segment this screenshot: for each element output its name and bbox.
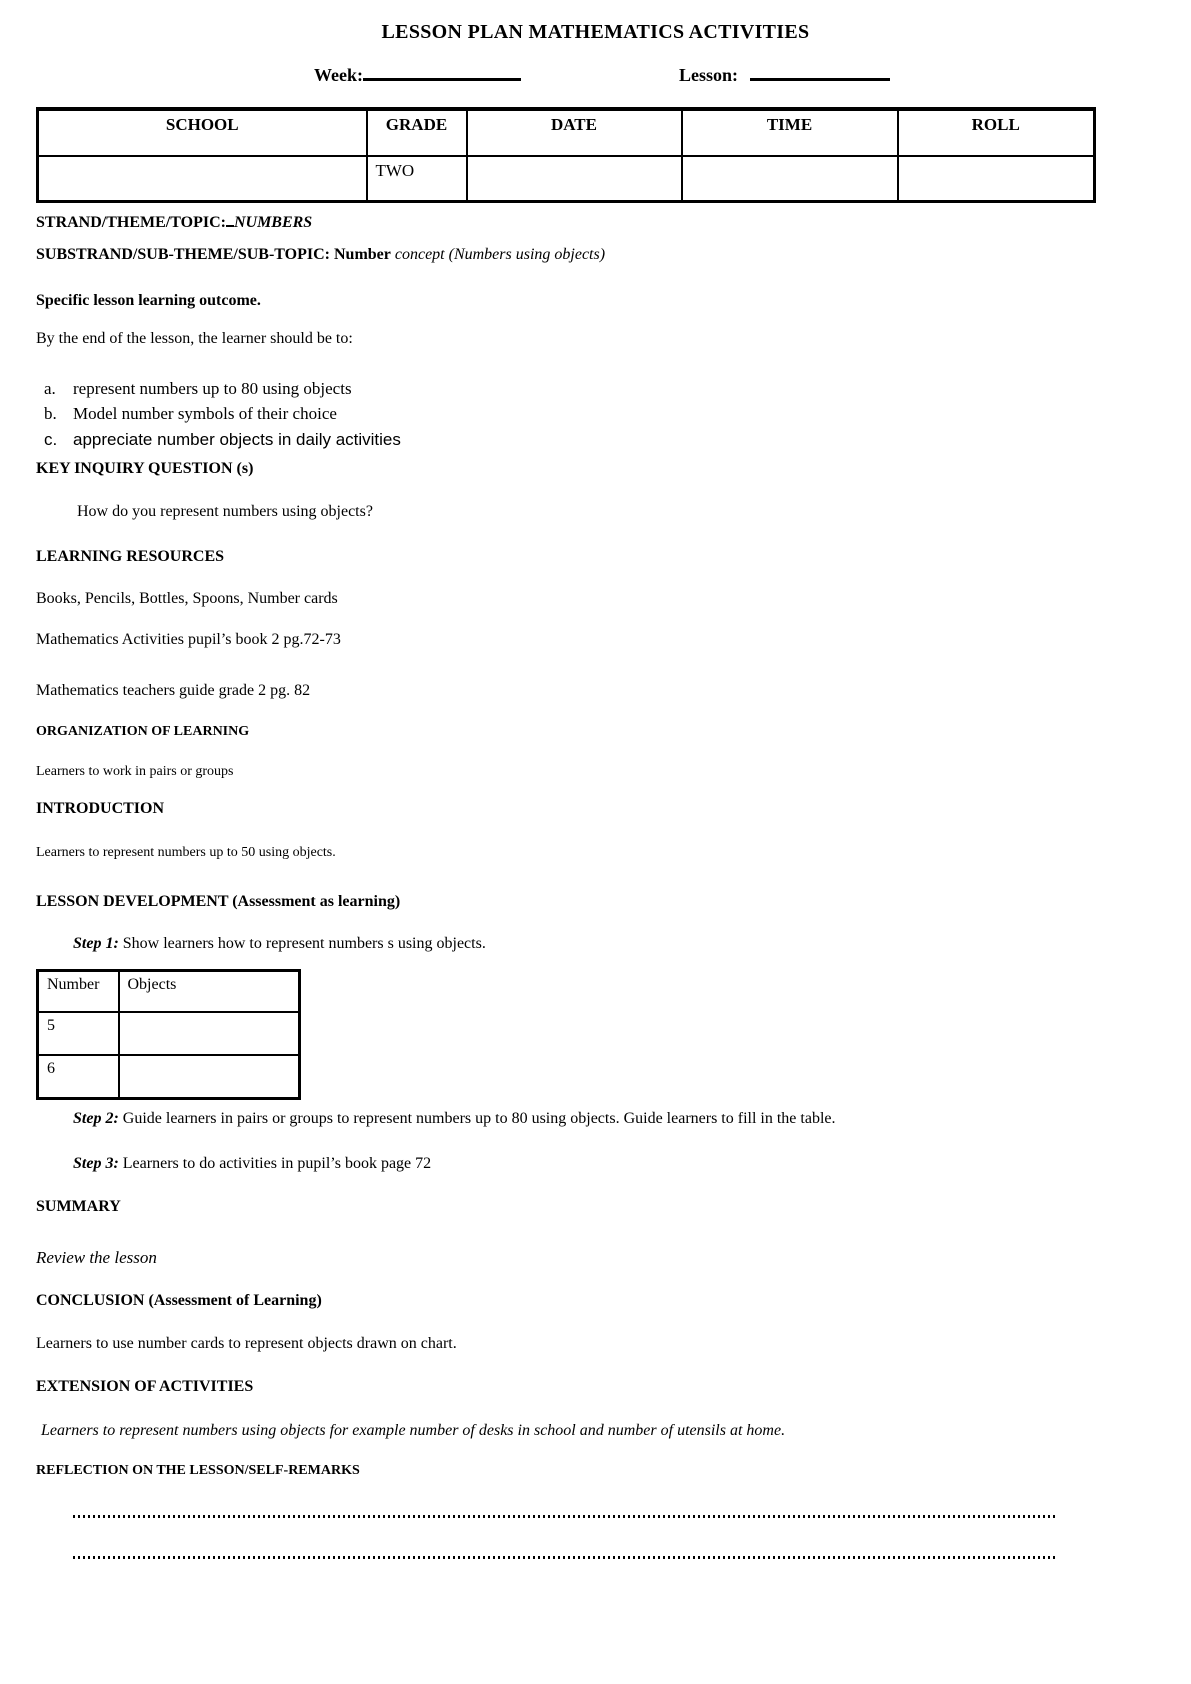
outcome-intro: By the end of the lesson, the learner should be to: xyxy=(36,330,353,347)
outcome-marker-b: b. xyxy=(44,404,57,423)
learning-resources-heading: LEARNING RESOURCES xyxy=(36,548,225,565)
resource-item-3: Mathematics teachers guide grade 2 pg. 82 xyxy=(36,682,311,699)
info-table-value-row xyxy=(38,156,1095,202)
step-2-label: Step 2: xyxy=(73,1110,119,1127)
outcome-text-b: Model number symbols of their choice xyxy=(73,404,337,423)
step-1-text: Show learners how to represent numbers s using objects. xyxy=(122,935,486,952)
header-cell-time: TIME xyxy=(682,109,898,156)
objects-header-number: Number xyxy=(38,971,119,1013)
week-field xyxy=(314,60,521,87)
objects-table-row-6 xyxy=(38,1055,300,1099)
header-cell-grade: GRADE xyxy=(367,109,467,156)
header-cell-school: SCHOOL xyxy=(38,109,367,156)
strand-value: NUMBERS xyxy=(233,214,313,231)
week-underline xyxy=(363,60,521,81)
step-3-text: Learners to do activities in pupil’s book page 72 xyxy=(122,1155,432,1172)
objects-header-objects: Objects xyxy=(119,971,300,1013)
step-3-label: Step 3: xyxy=(73,1155,119,1172)
summary-heading: SUMMARY xyxy=(36,1198,121,1215)
outcome-item-b xyxy=(44,403,337,424)
time-value-cell xyxy=(682,156,898,202)
step-2-text: Guide learners in pairs or groups to represent numbers up to 80 using objects. Guide learners to fill in the table. xyxy=(122,1110,836,1127)
substrand-label: SUBSTRAND/SUB-THEME/SUB-TOPIC: xyxy=(36,246,330,263)
grade-value-cell: TWO xyxy=(367,156,467,202)
resource-item-2: Mathematics Activities pupil’s book 2 pg.72-73 xyxy=(36,631,341,648)
date-value-cell xyxy=(467,156,682,202)
lesson-field xyxy=(679,60,890,87)
roll-value-cell xyxy=(898,156,1095,202)
header-cell-date: DATE xyxy=(467,109,682,156)
strand-line xyxy=(36,207,312,233)
key-inquiry-question: How do you represent numbers using objects? xyxy=(77,503,373,520)
objects-cell-5 xyxy=(119,1012,300,1055)
conclusion-text: Learners to use number cards to represent objects drawn on chart. xyxy=(36,1335,457,1352)
introduction-heading: INTRODUCTION xyxy=(36,800,165,817)
step-3 xyxy=(73,1154,431,1174)
lesson-label: Lesson: xyxy=(679,65,739,85)
school-info-table xyxy=(36,107,1096,203)
header-cell-roll: ROLL xyxy=(898,109,1095,156)
organization-text: Learners to work in pairs or groups xyxy=(36,764,234,779)
school-value-cell xyxy=(38,156,367,202)
step-2 xyxy=(73,1109,836,1129)
introduction-text: Learners to represent numbers up to 50 using objects. xyxy=(36,845,336,860)
reflection-heading: REFLECTION ON THE LESSON/SELF-REMARKS xyxy=(36,1463,360,1478)
extension-heading: EXTENSION OF ACTIVITIES xyxy=(36,1378,254,1395)
reflection-write-line-2 xyxy=(73,1556,1056,1559)
outcome-item-c xyxy=(44,429,401,450)
info-table-header-row xyxy=(38,109,1095,156)
number-cell-6: 6 xyxy=(38,1055,119,1099)
objects-cell-6 xyxy=(119,1055,300,1099)
outcome-item-a xyxy=(44,378,352,399)
outcome-marker-a: a. xyxy=(44,379,56,398)
week-label: Week: xyxy=(314,65,363,85)
reflection-write-line-1 xyxy=(73,1515,1056,1518)
objects-table-row-5 xyxy=(38,1012,300,1055)
number-objects-table xyxy=(36,969,301,1100)
extension-text: Learners to represent numbers using objects for example number of desks in school and number of utensils at home. xyxy=(41,1422,786,1439)
substrand-topic: Number xyxy=(333,246,391,263)
outcome-text-a: represent numbers up to 80 using objects xyxy=(73,379,352,398)
outcome-heading: Specific lesson learning outcome. xyxy=(36,292,261,309)
strand-underscore xyxy=(226,207,234,227)
conclusion-heading: CONCLUSION (Assessment of Learning) xyxy=(36,1292,322,1309)
objects-table-header-row xyxy=(38,971,300,1013)
lesson-development-heading: LESSON DEVELOPMENT (Assessment as learning) xyxy=(36,893,401,910)
step-1 xyxy=(73,934,486,954)
number-cell-5: 5 xyxy=(38,1012,119,1055)
outcome-marker-c: c. xyxy=(44,430,58,449)
lesson-underline xyxy=(750,60,890,81)
summary-text: Review the lesson xyxy=(36,1248,157,1267)
substrand-detail: concept (Numbers using objects) xyxy=(394,246,606,263)
step-1-label: Step 1: xyxy=(73,935,119,952)
outcome-text-c: appreciate number objects in daily activities xyxy=(73,430,401,449)
resource-item-1: Books, Pencils, Bottles, Spoons, Number cards xyxy=(36,590,338,607)
key-inquiry-heading: KEY INQUIRY QUESTION (s) xyxy=(36,460,254,477)
page-title: LESSON PLAN MATHEMATICS ACTIVITIES xyxy=(381,21,810,43)
organization-heading: ORGANIZATION OF LEARNING xyxy=(36,724,250,739)
substrand-line xyxy=(36,245,605,265)
strand-label: STRAND/THEME/TOPIC: xyxy=(36,214,226,231)
